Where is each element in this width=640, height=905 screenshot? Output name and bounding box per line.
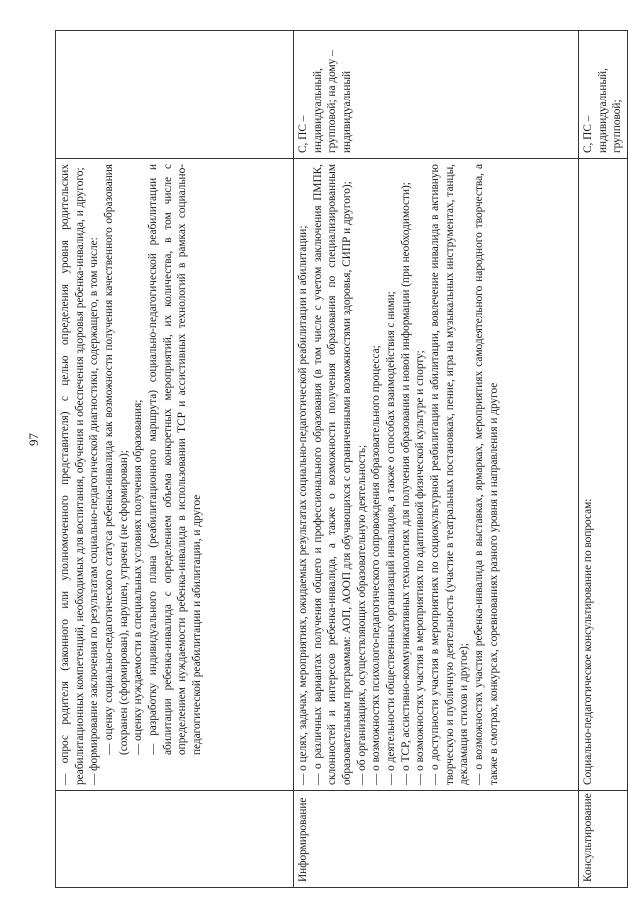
row-label-cell <box>579 791 628 888</box>
cell-paragraph: — разработку индивидуального плана (реабилитационного маршрута) социально-педагогической реабилитации и абилитации ребенка-инвалида с определением объема конкретных мероприятий, их количества, в том числе с определением нуждаемости ребенка-инвалида в использовании ТСР и ассистивных технологий в рамках социально-педагогической реабилитации и абилитации, и другое <box>147 164 204 755</box>
row-note-cell <box>294 31 579 159</box>
cell-paragraph: — оценку социально-педагогического статуса ребенка-инвалида как возможности получения качественного образования (сохранен (сформирован), нарушен, утрачен (не сформирован); <box>103 164 130 755</box>
row-note-cell <box>579 31 628 159</box>
cell-paragraph: — о ТСР, ассистивно-коммуникативных технологиях для получения образования и новой информации (при необходимости); <box>399 182 412 785</box>
row-content-cell <box>579 159 628 791</box>
table-row <box>56 31 294 888</box>
table-row <box>294 31 579 888</box>
cell-paragraph: — оценку нуждаемости в специальных условиях получения образования; <box>132 399 145 755</box>
cell-paragraph: — опрос родителя (законного или уполномоченного представителя) с целью определения уровня родительских реабилитационных компетенций, необходимых для воспитания, обучения и обеспечения здоровья ребенка-инвалида, и другого; <box>59 164 86 785</box>
row-label-cell <box>56 791 294 888</box>
table-row <box>579 31 628 888</box>
services-table <box>55 30 628 888</box>
row-content-cell <box>56 159 294 791</box>
cell-paragraph: — о возможностях участия в мероприятиях по адаптивной физической культуре и спорту; <box>414 350 427 785</box>
row-content-cell <box>294 159 579 791</box>
row-note: С, ПС – индивидуальный, групповой; <box>582 68 624 153</box>
cell-paragraph: Социально-педагогическое консультирование по вопросам: <box>582 498 594 785</box>
cell-paragraph: — о целях, задачах, мероприятиях, ожидаемых результатах социально-педагогической реабилитации и абилитации; <box>297 225 309 785</box>
row-note: С, ПС – индивидуальный, групповой; на дому – индивидуальный <box>297 50 354 153</box>
row-label: Информирование <box>297 797 309 882</box>
row-label-cell <box>294 791 579 888</box>
cell-paragraph: — об организациях, осуществляющих образовательную деятельность; <box>355 444 368 785</box>
cell-paragraph: — о различных вариантах получения общего и профессионального образования (в том числе с учетом заключения ПМПК, склонностей и интересов ребенка-инвалида, а также о возможности получения образования по специализированным образовательным программам: АОП, АООП для обучающихся с ограниченными возможностями здоровья, СИПР и другого); <box>311 164 354 785</box>
cell-paragraph: — о возможностях психолого-педагогического сопровождения образовательного процесса; <box>370 345 383 785</box>
page-number: 97 <box>26 433 41 446</box>
cell-paragraph: — о возможностях участия ребенка-инвалида в выставках, ярмарках, мероприятиях самодеятельного народного творчества, а также в смотрах, конкурсах, соревнованиях разного уровня и направления и другое <box>473 164 500 785</box>
row-label: Консультирование <box>582 793 594 882</box>
cell-paragraph: — формирование заключения по результатам социально-педагогической диагностики, содержащего, в том числе: <box>88 237 101 785</box>
cell-paragraph: — о доступности участия в мероприятиях по социокультурной реабилитации и абилитации, вовлечение инвалида в активную творческую и публичную деятельность (участие в театральных постановках, пение, игра на музыкальных инструментах, танцы, декламация стихов и другое); <box>429 164 471 785</box>
row-note-cell <box>56 31 294 159</box>
cell-paragraph: — о деятельности общественных организаций инвалидов, а также о способах взаимодействия с ними; <box>385 291 398 785</box>
table-container <box>55 31 624 888</box>
